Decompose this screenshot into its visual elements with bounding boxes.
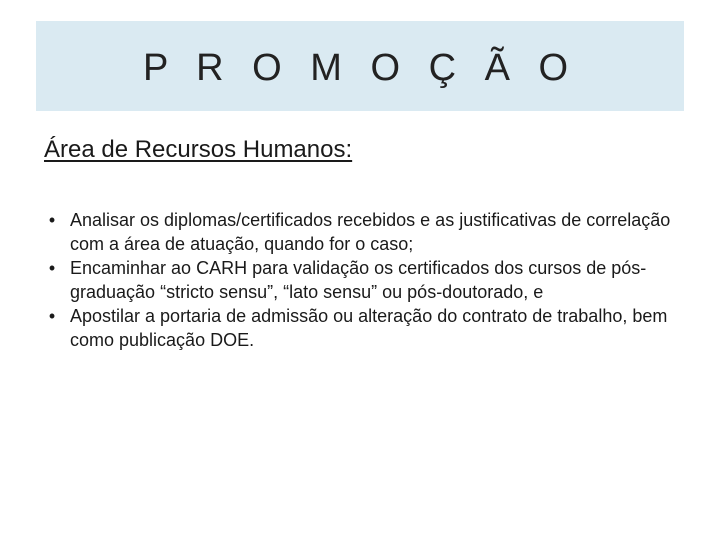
bullet-icon: • <box>48 210 56 230</box>
bullet-icon: • <box>48 258 56 278</box>
bullet-item-apostilar <box>44 304 680 352</box>
bullet-item-analisar <box>44 208 680 256</box>
title-banner <box>36 21 684 111</box>
section-subtitle: Área de Recursos Humanos: <box>44 136 353 163</box>
bullet-text: Encaminhar ao CARH para validação os certificados dos cursos de pós-graduação “stricto sensu”, “lato sensu” ou pós-doutorado, e <box>70 258 647 302</box>
bullet-text: Analisar os diplomas/certificados recebidos e as justificativas de correlação com a área de atuação, quando for o caso; <box>70 210 671 254</box>
bullet-text: Apostilar a portaria de admissão ou alteração do contrato de trabalho, bem como publicação DOE. <box>70 306 668 350</box>
slide-title: P R O M O Ç Ã O <box>142 46 578 89</box>
bullet-list <box>44 208 680 352</box>
bullet-icon: • <box>48 306 56 326</box>
bullet-item-encaminhar <box>44 256 680 304</box>
